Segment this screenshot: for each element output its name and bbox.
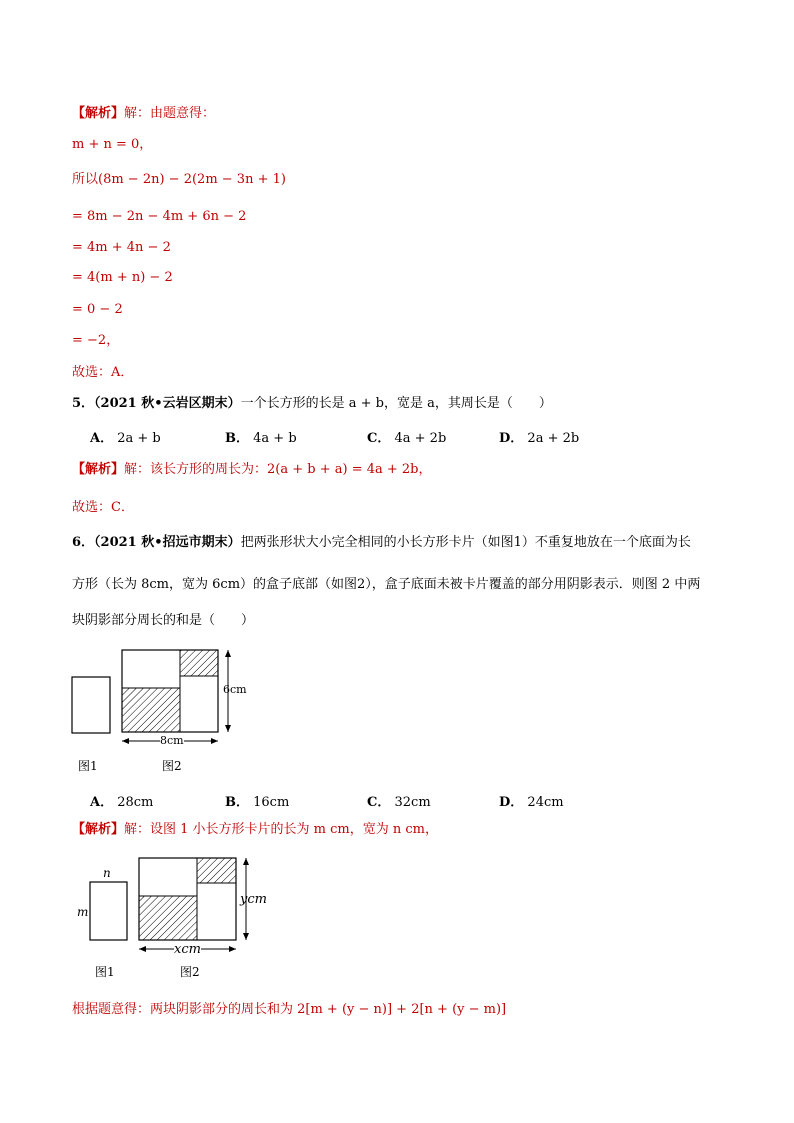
small-card [90,882,127,940]
option-b: B． 16cm [225,795,290,810]
figure-1-label: 图1 [95,965,115,979]
x-label: xcm [174,942,201,957]
option-a: A． 2a + b [90,431,161,446]
solution5 [72,462,432,478]
option-d: D． 24cm [499,795,564,810]
analysis-label: 【解析】 [72,822,125,837]
analysis-label: 【解析】 [72,106,125,121]
answer-line: 故选：C． [72,500,134,515]
m-label: m [77,905,89,919]
solution-step: 所以(8m − 2n) − 2(2m − 3n + 1) [72,172,286,187]
question-number: 6． [72,535,95,550]
option-c: C． 4a + 2b [367,431,447,446]
width-label: 8cm [160,734,184,747]
solution6 [72,822,438,838]
figure-1-label: 图1 [78,759,98,773]
shaded-bottom-left [139,896,197,940]
option-a: A． 28cm [90,795,154,810]
option-b: B． 4a + b [225,431,297,446]
question-text: 一个长方形的长是 a + b，宽是 a，其周长是（ ） [240,396,552,411]
solution-step: = 4(m + n) − 2 [72,270,173,285]
option-c: C． 32cm [367,795,431,810]
figure-2-label: 图2 [180,965,200,979]
question-text-line3: 块阴影部分周长的和是（ ） [72,613,255,628]
shaded-bottom-left [122,688,180,732]
question-source: （2021 秋•云岩区期末） [94,396,241,411]
small-card [72,677,110,733]
question-text-line2: 方形（长为 8cm，宽为 6cm）的盒子底部（如图2），盒子底面未被卡片覆盖的部分用阴影表示．则图 2 中两 [72,577,701,592]
shaded-top-right [180,650,218,676]
solution-text: 解：设图 1 小长方形卡片的长为 m cm，宽为 n cm， [124,822,438,837]
solution-intro: 解：由题意得： [124,106,216,121]
question-source: （2021 秋•招远市期末） [94,535,241,550]
solution-step: = 4m + 4n − 2 [72,240,171,255]
answer-line: 故选：A． [72,365,134,380]
solution-step: = 0 − 2 [72,302,123,317]
question-text-line1: 把两张形状大小完全相同的小长方形卡片（如图1）不重复地放在一个底面为长 [240,535,691,550]
q6-figure [66,645,256,775]
solution-figure [72,855,272,965]
question-5 [72,396,552,412]
question-6 [72,535,691,551]
figure-2-label: 图2 [162,759,182,773]
shaded-top-right [197,858,236,883]
solution-text: 解：该长方形的周长为：2(a + b + a) = 4a + 2b， [124,462,432,477]
conclusion-line: 根据题意得：两块阴影部分的周长和为 2[m + (y − n)] + 2[n + (y − m)] [72,1002,507,1017]
height-label: 6cm [223,683,247,696]
analysis-label: 【解析】 [72,462,125,477]
solution4-header [72,106,215,122]
solution-step: m + n = 0， [72,137,153,152]
question-number: 5． [72,396,95,411]
option-d: D． 2a + 2b [499,431,580,446]
solution-step: = 8m − 2n − 4m + 6n − 2 [72,209,247,224]
solution-step: = −2， [72,333,120,348]
y-label: ycm [240,892,267,907]
n-label: n [103,866,111,880]
